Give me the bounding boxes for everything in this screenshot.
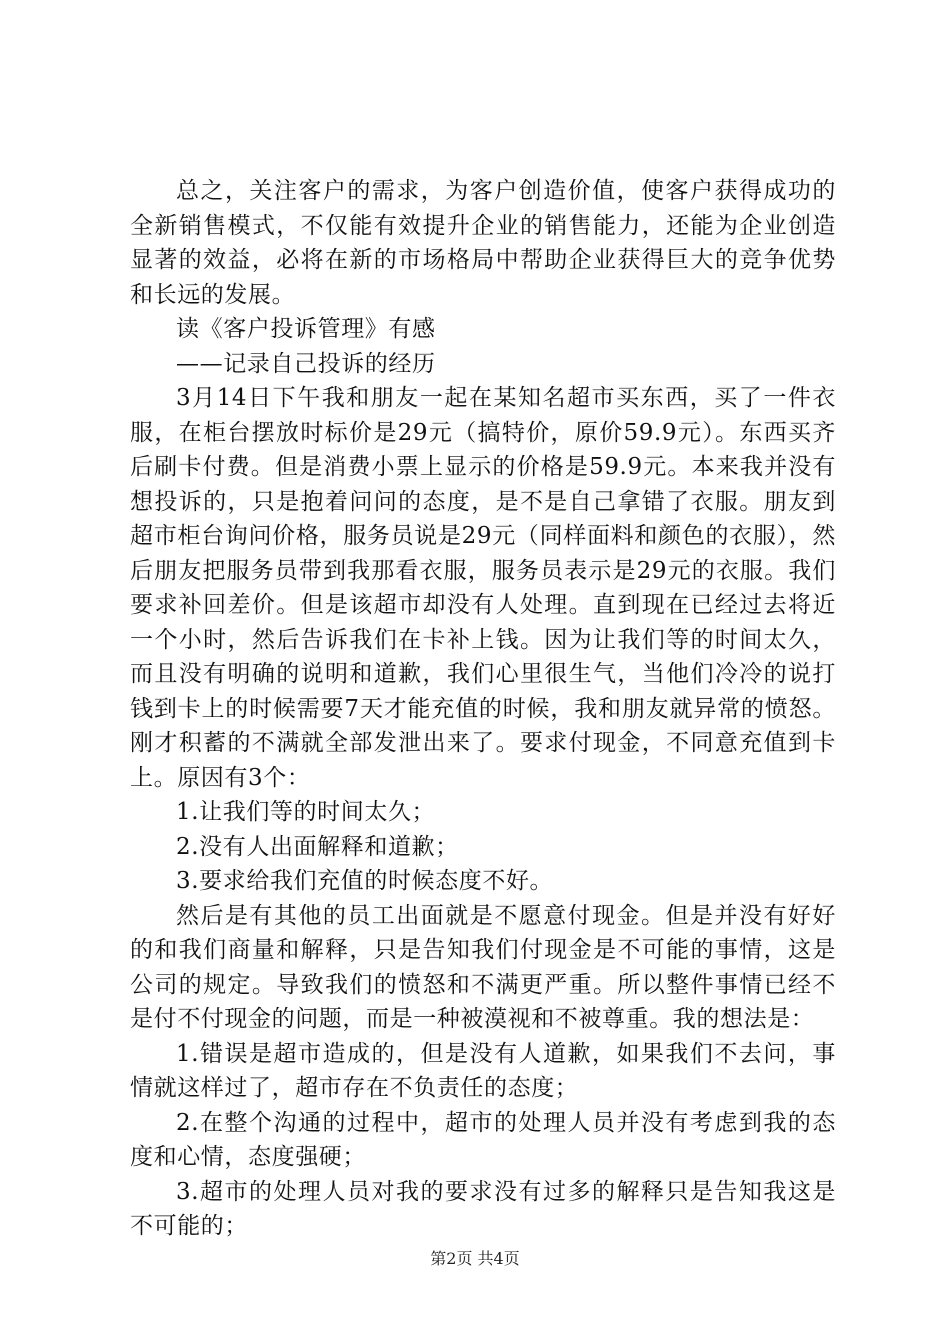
- article-subtitle: ——记录自己投诉的经历: [176, 350, 436, 377]
- paragraph-conclusion: 总之，关注客户的需求，为客户创造价值，使客户获得成功的全新销售模式，不仅能有效提升企业的销售能力，还能为企业创造显著的效益，必将在新的市场格局中帮助企业获得巨大的竞争优势和长远的发展。: [130, 178, 836, 308]
- list-item-reason-3: 3.要求给我们充值的时候态度不好。: [176, 868, 554, 894]
- list-item-thought-2: 2.在整个沟通的过程中，超市的处理人员并没有考虑到我的态度和心情，态度强硬；: [130, 1109, 836, 1170]
- list-item-thought-1: 1.错误是超市造成的，但是没有人道歉，如果我们不去问，事情就这样过了，超市存在不负责任的态度；: [130, 1040, 836, 1101]
- page-footer: [0, 1246, 950, 1269]
- article-title: 读《客户投诉管理》有感: [176, 316, 436, 342]
- list-item-reason-2: 2.没有人出面解释和道歉；: [176, 833, 459, 860]
- paragraph-incident: 3月14日下午我和朋友一起在某知名超市买东西，买了一件衣服，在柜台摆放时标价是29元（搞特价，原价59.9元）。东西买齐后刷卡付费。但是消费小票上显示的价格是59.9元。本来我并没有想投诉的，只是抱着问问的态度，是不是自己拿错了衣服。朋友到超市柜台询问价格，服务员说是29元（同样面料和颜色的衣服），然后朋友把服务员带到我那看衣服，服务员表示是29元的衣服。我们要求补回差价。但是该超市却没有人处理。直到现在已经过去将近一个小时，然后告诉我们在卡补上钱。因为让我们等的时间太久，而且没有明确的说明和道歉，我们心里很生气，当他们冷冷的说打钱到卡上的时候需要7天才能充值的时候，我和朋友就异常的愤怒。刚才积蓄的不满就全部发泄出来了。要求付现金，不同意充值到卡上。原因有3个：: [130, 385, 836, 791]
- paragraph-followup: 然后是有其他的员工出面就是不愿意付现金。但是并没有好好的和我们商量和解释，只是告知我们付现金是不可能的事情，这是公司的规定。导致我们的愤怒和不满更严重。所以整件事情已经不是付不付现金的问题，而是一种被漠视和不被尊重。我的想法是：: [130, 902, 836, 1032]
- list-item-thought-3: 3.超市的处理人员对我的要求没有过多的解释只是告知我这是不可能的；: [130, 1178, 836, 1239]
- list-item-reason-1: 1.让我们等的时间太久；: [176, 799, 436, 825]
- document-body: [130, 174, 836, 1244]
- page-number-label: 第2页 共4页: [430, 1249, 520, 1268]
